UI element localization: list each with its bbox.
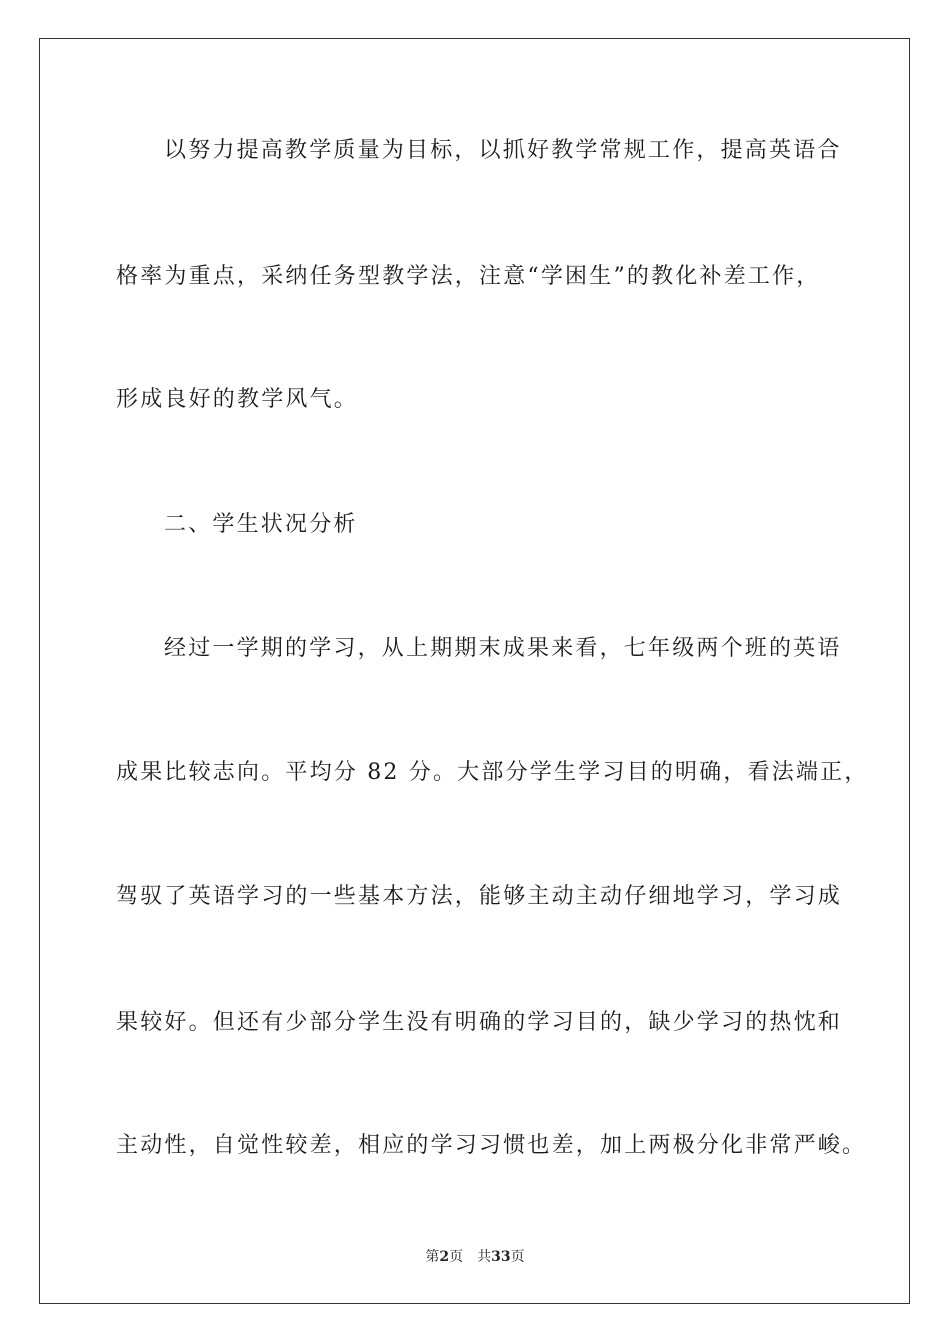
page-prefix: 第 <box>425 1249 440 1265</box>
page-suffix: 页 <box>449 1249 464 1265</box>
paragraph-2-line-5: 主动性，自觉性较差，相应的学习习惯也差，加上两极分化非常严峻。 <box>116 1133 867 1158</box>
page-number: 2 <box>439 1249 450 1265</box>
section-heading: 二、学生状况分析 <box>164 512 358 537</box>
total-prefix: 共 <box>477 1249 492 1265</box>
paragraph-2-line-3: 驾驭了英语学习的一些基本方法，能够主动主动仔细地学习，学习成 <box>116 884 843 909</box>
paragraph-1-line-3: 形成良好的教学风气。 <box>116 387 359 412</box>
paragraph-1-line-2: 格率为重点，采纳任务型教学法，注意“学困生”的教化补差工作， <box>116 264 821 289</box>
paragraph-2-line-1: 经过一学期的学习，从上期期末成果来看，七年级两个班的英语 <box>164 636 842 661</box>
paragraph-2-line-4: 果较好。但还有少部分学生没有明确的学习目的，缺少学习的热忱和 <box>116 1010 843 1035</box>
paragraph-1-line-1: 以努力提高教学质量为目标，以抓好教学常规工作，提高英语合 <box>164 138 842 163</box>
paragraph-2-line-2: 成果比较志向。平均分 82 分。大部分学生学习目的明确，看法端正， <box>116 760 869 785</box>
total-pages: 33 <box>491 1249 511 1265</box>
page-border <box>39 38 910 1304</box>
total-suffix: 页 <box>510 1249 525 1265</box>
page-footer <box>0 1248 950 1266</box>
